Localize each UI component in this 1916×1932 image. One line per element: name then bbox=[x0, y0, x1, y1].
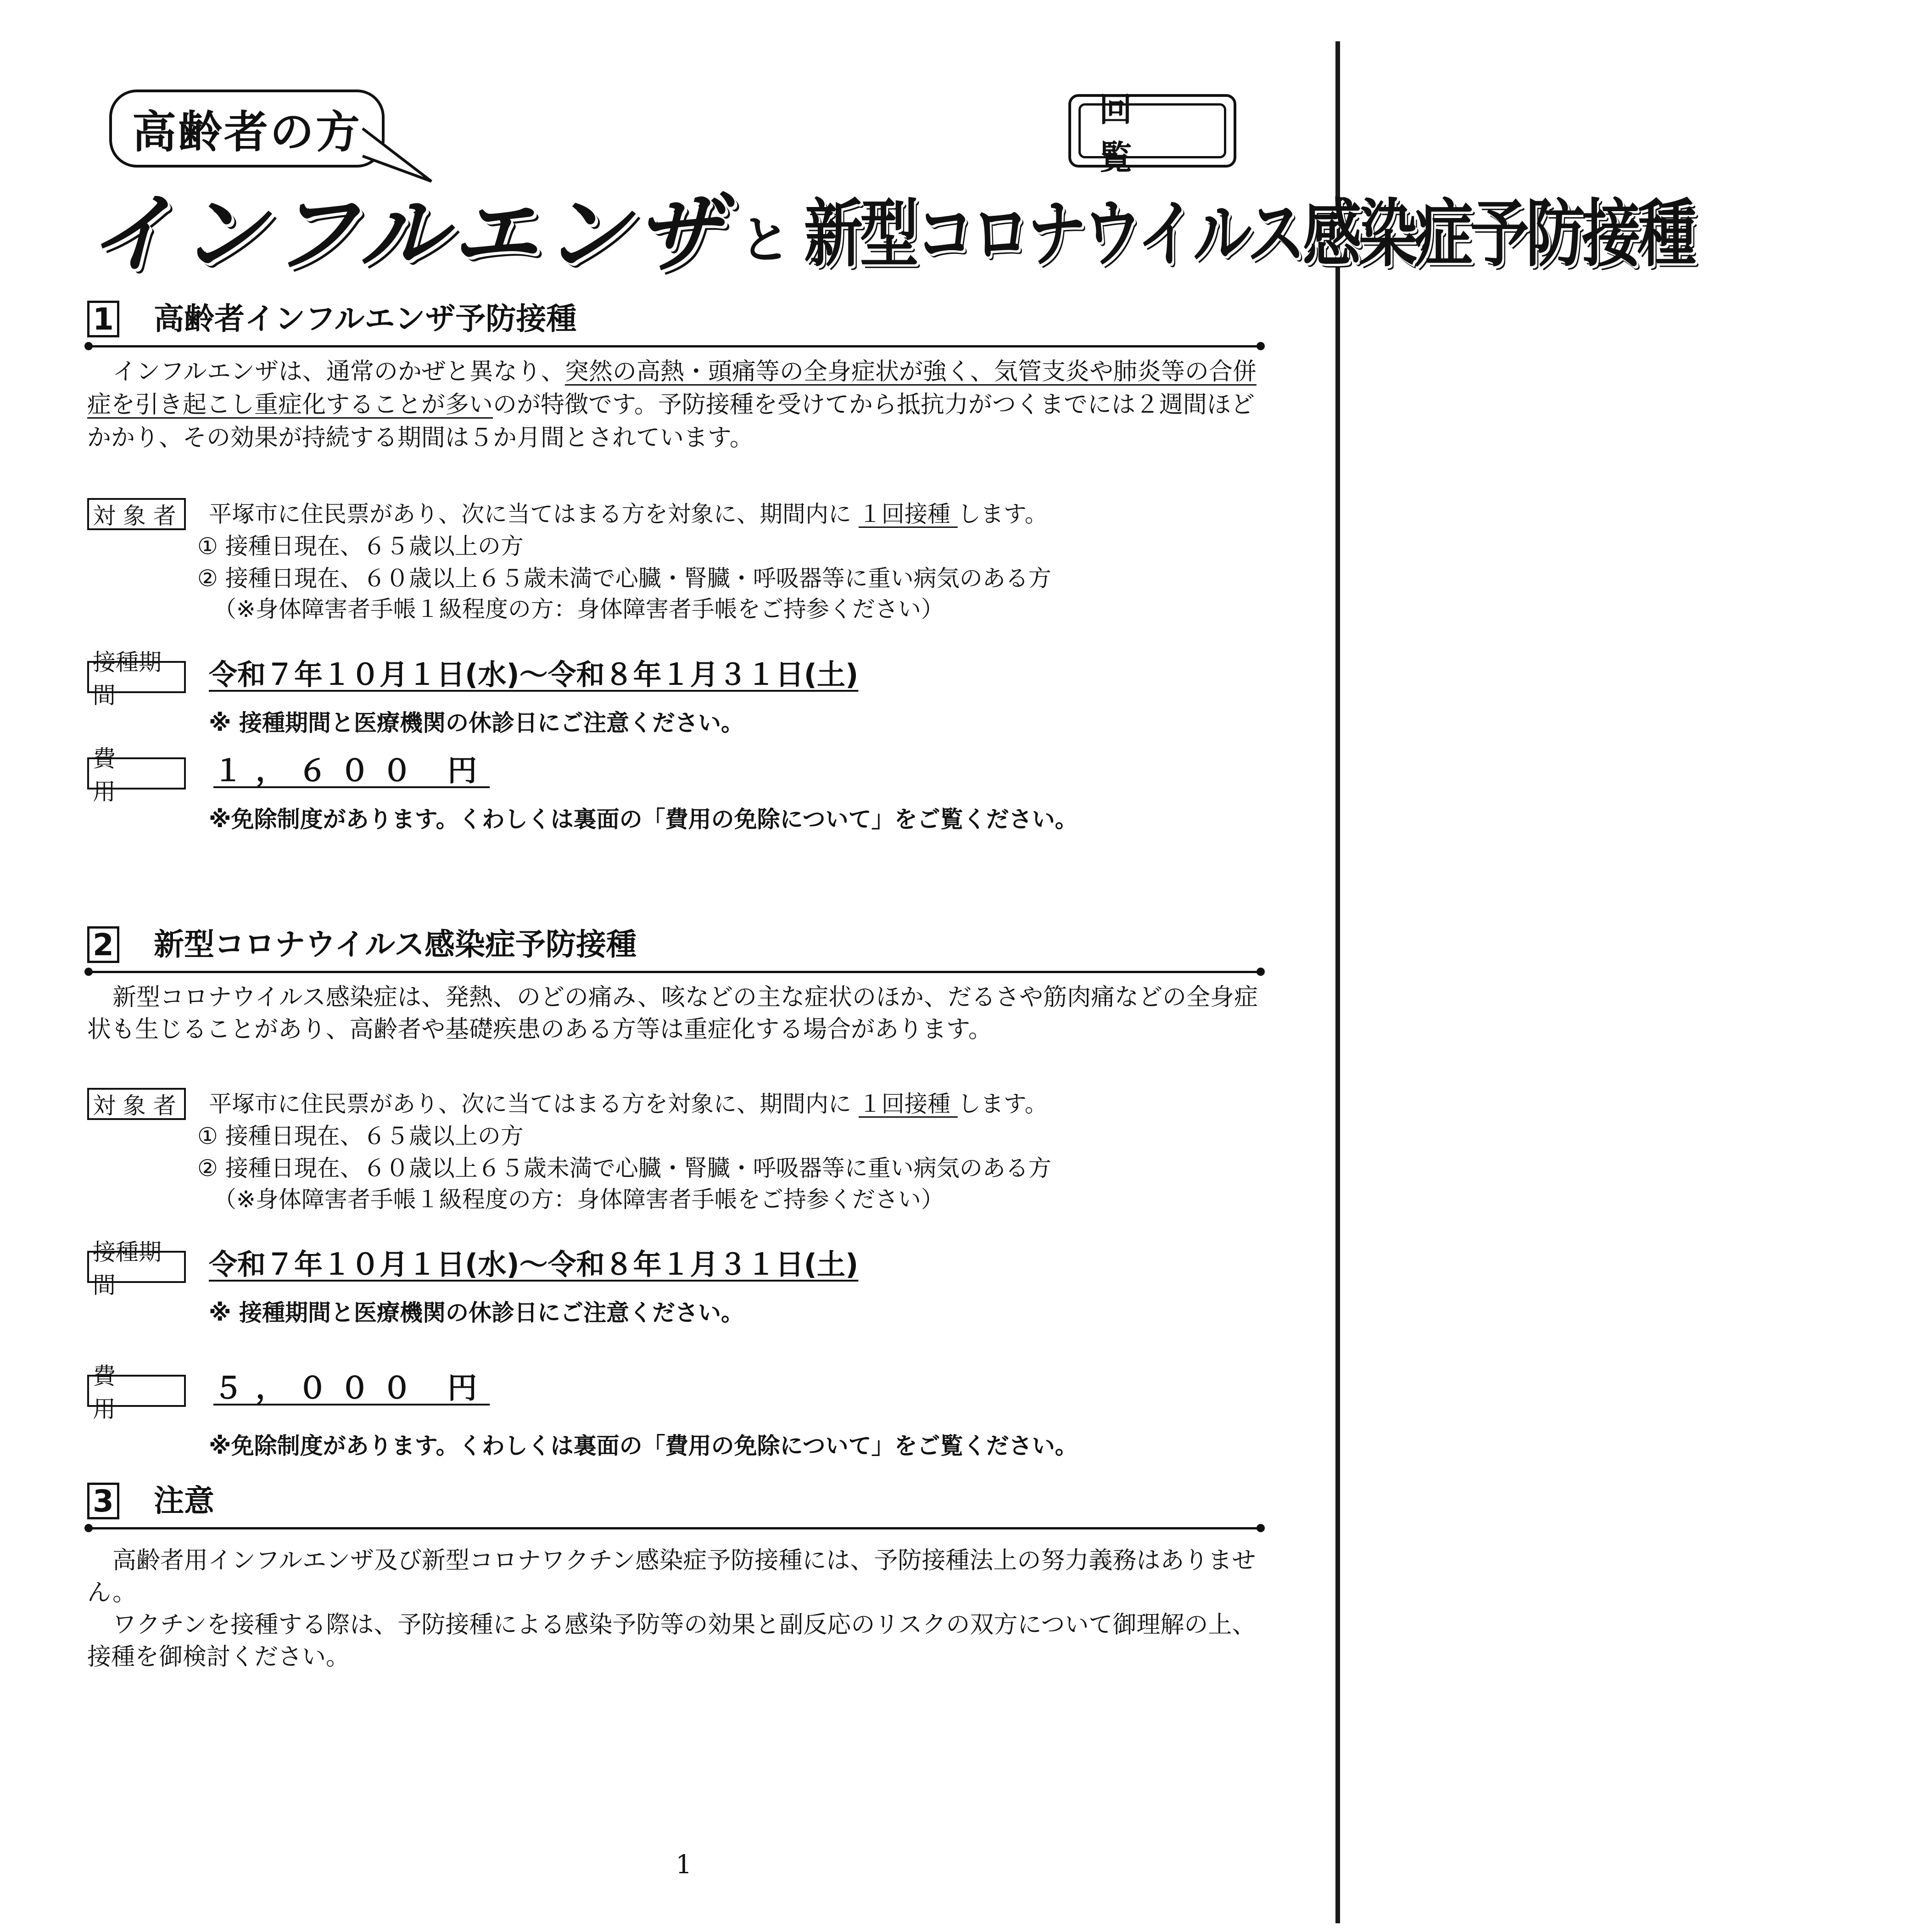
section-2-period: 令和７年１０月１日(水)～令和８年１月３１日(土) bbox=[209, 1248, 859, 1281]
section-2-intro-line: 新型コロナウイルス感染症は、発熱、のどの痛み、咳などの主な症状のほか、だるさや筋肉痛などの全身症 bbox=[112, 984, 1258, 1011]
section-2-intro-line: 状も生じることがあり、高齢者や基礎疾患のある方等は重症化する場合があります。 bbox=[87, 1016, 992, 1043]
section-3-text-line: ん。 bbox=[87, 1579, 137, 1607]
section-2-target-label: 対 象 者 bbox=[87, 1088, 186, 1120]
section-1-target-note: （※身体障害者手帳１級程度の方：身体障害者手帳をご持参ください） bbox=[213, 596, 944, 622]
scan-edge-line bbox=[1335, 41, 1340, 1923]
section-3-title: 注意 bbox=[154, 1483, 214, 1518]
section-1-fee: １，６００ 円 bbox=[213, 754, 490, 788]
section-1-intro-line: かかり、その効果が持続する期間は５か月間とされています。 bbox=[87, 424, 754, 452]
section-1-period-note: ※ 接種期間と医療機関の休診日にご注意ください。 bbox=[209, 710, 744, 736]
section-1-target-text: 平塚市に住民票があり、次に当てはまる方を対象に、期間内に １回接種 します。 bbox=[209, 501, 1048, 527]
section-1-rule bbox=[87, 345, 1262, 347]
bubble-text: 高齢者の方 bbox=[132, 106, 362, 158]
section-3-number: 3 bbox=[87, 1483, 119, 1519]
section-1-intro-line: インフルエンザは、通常のかぜと異なり、突然の高熱・頭痛等の全身症状が強く、気管支炎や肺炎等の合併 bbox=[112, 358, 1257, 386]
section-1-target-item: ② 接種日現在、６０歳以上６５歳未満で心臓・腎臓・呼吸器等に重い病気のある方 bbox=[197, 565, 1051, 592]
section-2-target-text: 平塚市に住民票があり、次に当てはまる方を対象に、期間内に １回接種 します。 bbox=[209, 1091, 1048, 1117]
section-1-target-item: ① 接種日現在、６５歳以上の方 bbox=[197, 533, 524, 560]
section-2-rule bbox=[87, 971, 1262, 973]
page-number: 1 bbox=[676, 1850, 692, 1880]
section-1-number: 1 bbox=[87, 301, 119, 337]
section-1-period-label: 接種期間 bbox=[87, 661, 186, 693]
section-1-period: 令和７年１０月１日(水)～令和８年１月３１日(土) bbox=[209, 658, 859, 691]
title-covid: 新型コロナウイルス感染症予防接種 bbox=[804, 191, 1694, 277]
section-2-fee-label: 費 用 bbox=[87, 1375, 186, 1407]
section-2-number: 2 bbox=[87, 926, 119, 963]
section-3-text-line: 高齢者用インフルエンザ及び新型コロナワクチン感染症予防接種には、予防接種法上の努力義務はありませ bbox=[112, 1547, 1256, 1574]
section-3-text-line: 接種を御検討ください。 bbox=[87, 1643, 350, 1671]
section-2-target-item: ② 接種日現在、６０歳以上６５歳未満で心臓・腎臓・呼吸器等に重い病気のある方 bbox=[197, 1155, 1051, 1182]
section-1-fee-note: ※免除制度があります。くわしくは裏面の「費用の免除について」をご覧ください。 bbox=[209, 806, 1078, 833]
section-2-period-label: 接種期間 bbox=[87, 1251, 186, 1283]
section-2-period-note: ※ 接種期間と医療機関の休診日にご注意ください。 bbox=[209, 1299, 744, 1326]
section-3-rule bbox=[87, 1527, 1262, 1529]
main-title bbox=[87, 181, 1916, 287]
title-connector: と bbox=[740, 210, 791, 269]
title-influenza: インフルエンザ bbox=[87, 183, 726, 285]
section-2-fee-note: ※免除制度があります。くわしくは裏面の「費用の免除について」をご覧ください。 bbox=[209, 1433, 1078, 1459]
section-1-fee-label: 費 用 bbox=[87, 757, 186, 790]
circulation-stamp-text: 回 覧 bbox=[1078, 103, 1226, 158]
section-1-intro-line: 症を引き起こし重症化することが多いのが特徴です。予防接種を受けてから抵抗力がつくまでには２週間ほど bbox=[87, 391, 1255, 419]
section-2-title: 新型コロナウイルス感染症予防接種 bbox=[154, 927, 637, 962]
section-3-text-line: ワクチンを接種する際は、予防接種による感染予防等の効果と副反応のリスクの双方について御理解の上、 bbox=[112, 1611, 1256, 1639]
section-2-target-note: （※身体障害者手帳１級程度の方：身体障害者手帳をご持参ください） bbox=[213, 1186, 944, 1213]
section-2-fee: ５，０００ 円 bbox=[213, 1372, 490, 1406]
section-2-target-item: ① 接種日現在、６５歳以上の方 bbox=[197, 1123, 524, 1149]
section-1-target-label: 対 象 者 bbox=[87, 498, 186, 530]
section-1-title: 高齢者インフルエンザ予防接種 bbox=[154, 301, 577, 336]
